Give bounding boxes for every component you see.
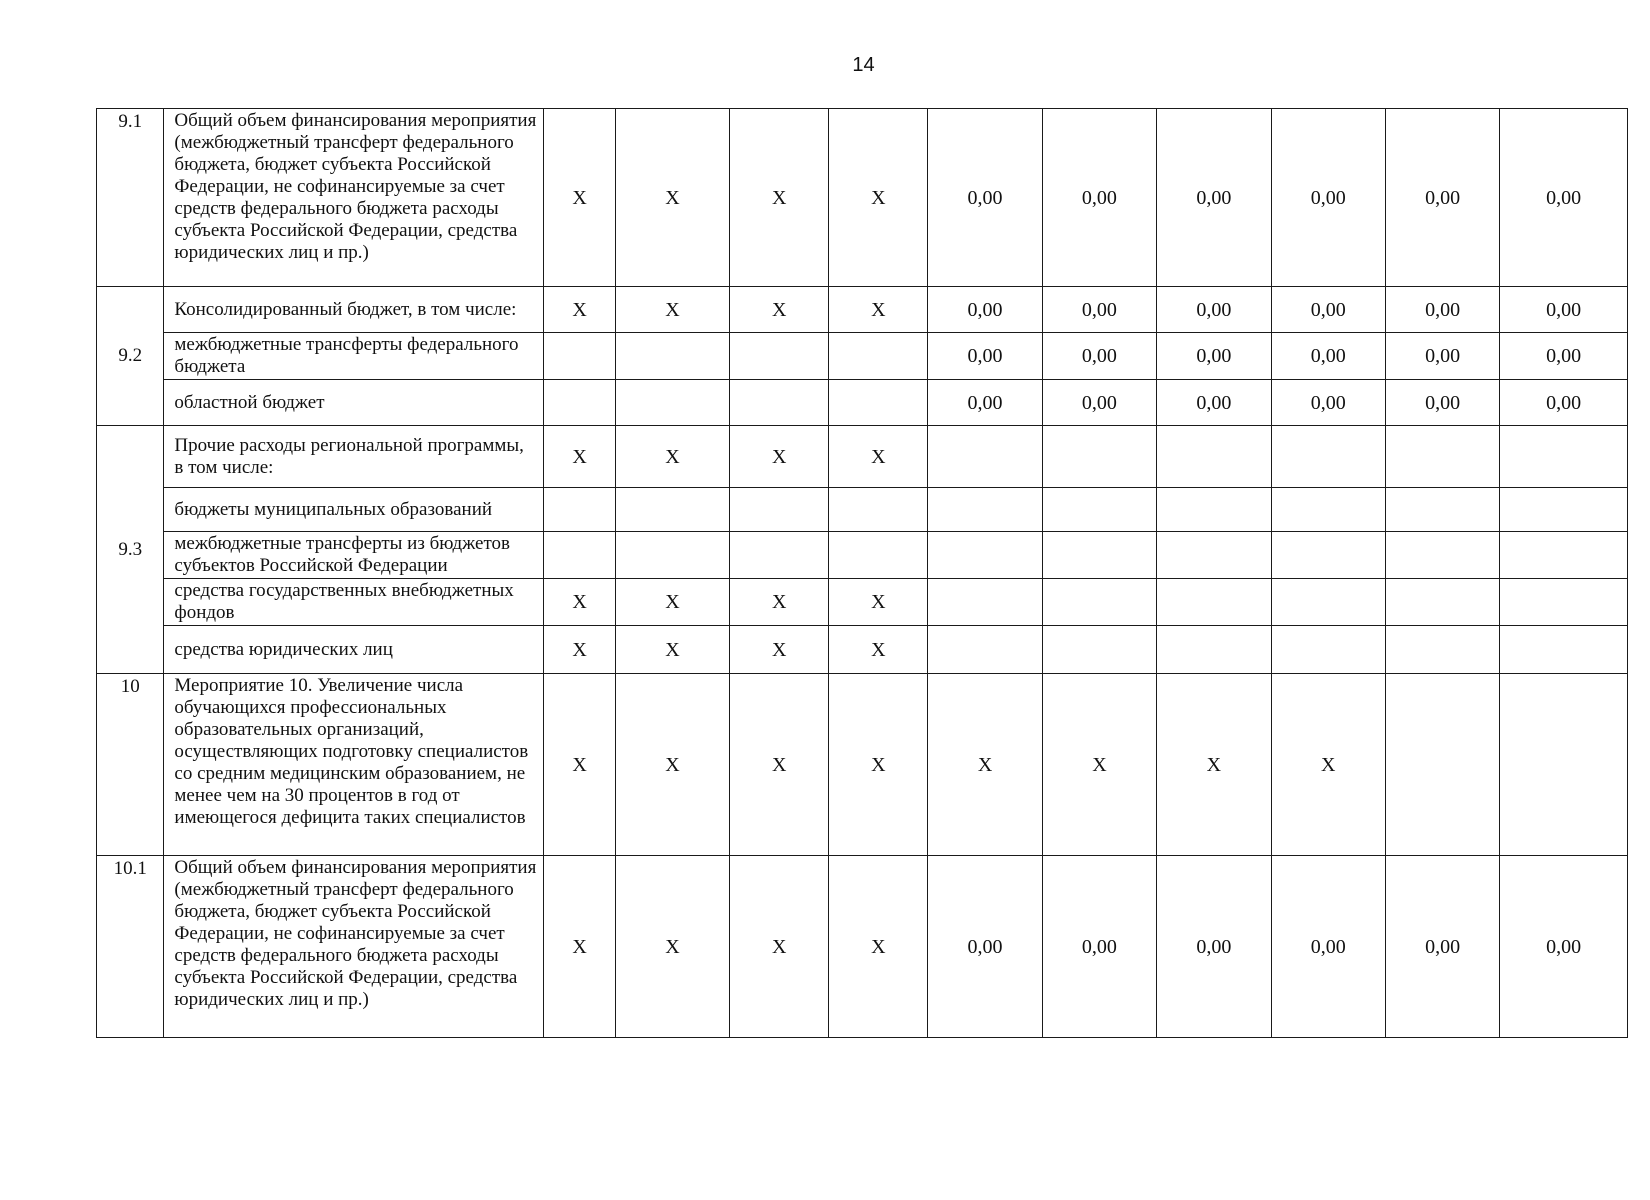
value-cell: 0,00 [1042,856,1156,1038]
value-cell [1385,488,1499,532]
value-cell: 0,00 [928,380,1042,426]
value-cell [615,380,729,426]
description-cell: средства государственных внебюджетных фондов [164,579,544,626]
value-cell [928,426,1042,488]
value-cell: X [615,674,729,856]
value-cell: X [544,674,615,856]
value-cell [1157,579,1271,626]
value-cell [928,626,1042,674]
value-cell: X [730,579,829,626]
value-cell: 0,00 [1271,333,1385,380]
value-cell [730,333,829,380]
table-row [97,333,1628,380]
value-cell: 0,00 [1157,380,1271,426]
description-cell: бюджеты муниципальных образований [164,488,544,532]
value-cell: X [829,426,928,488]
description-cell: средства юридических лиц [164,626,544,674]
value-cell [730,380,829,426]
value-cell [1500,579,1628,626]
value-cell [1042,426,1156,488]
description-cell: Общий объем финансирования мероприятия (межбюджетный трансферт федерального бюджета, бюджет субъекта Российской Федерации, не софинансируемые за счет средств федерального бюджета расходы субъекта Российской Федерации, средства юридических лиц и пр.) [164,856,544,1038]
value-cell: 0,00 [1385,109,1499,287]
description-cell: межбюджетные трансферты из бюджетов субъектов Российской Федерации [164,532,544,579]
value-cell [730,532,829,579]
value-cell [1385,674,1499,856]
value-cell: X [615,579,729,626]
financing-table [96,108,1628,1038]
value-cell: X [829,626,928,674]
value-cell: 0,00 [1500,333,1628,380]
table-row [97,532,1628,579]
value-cell [1157,532,1271,579]
value-cell [1385,532,1499,579]
row-number-cell: 10 [97,674,164,856]
description-cell: Консолидированный бюджет, в том числе: [164,287,544,333]
value-cell [829,488,928,532]
value-cell: X [615,287,729,333]
value-cell: X [829,674,928,856]
value-cell: 0,00 [1385,287,1499,333]
table-row [97,109,1628,287]
table-row [97,674,1628,856]
value-cell: 0,00 [1042,333,1156,380]
value-cell [544,333,615,380]
value-cell: X [544,426,615,488]
value-cell [1500,488,1628,532]
value-cell [615,488,729,532]
value-cell [1500,674,1628,856]
value-cell [1157,488,1271,532]
value-cell [829,380,928,426]
value-cell: 0,00 [1385,380,1499,426]
value-cell [928,579,1042,626]
table-row [97,380,1628,426]
table-row [97,579,1628,626]
value-cell: 0,00 [1042,287,1156,333]
value-cell [1042,626,1156,674]
value-cell: X [1042,674,1156,856]
value-cell: X [730,287,829,333]
value-cell: 0,00 [1500,856,1628,1038]
value-cell: 0,00 [1042,380,1156,426]
table-row [97,488,1628,532]
value-cell [1157,426,1271,488]
value-cell: 0,00 [1157,333,1271,380]
value-cell [1157,626,1271,674]
value-cell: 0,00 [1500,109,1628,287]
value-cell: X [544,626,615,674]
description-cell: межбюджетные трансферты федерального бюджета [164,333,544,380]
row-number-cell: 9.2 [97,287,164,426]
value-cell: 0,00 [1157,109,1271,287]
row-number-cell: 10.1 [97,856,164,1038]
value-cell: 0,00 [928,109,1042,287]
description-cell: областной бюджет [164,380,544,426]
table-row [97,856,1628,1038]
value-cell: 0,00 [928,287,1042,333]
table-row [97,287,1628,333]
value-cell [615,333,729,380]
value-cell: X [928,674,1042,856]
value-cell: X [615,626,729,674]
value-cell: X [829,856,928,1038]
value-cell [829,333,928,380]
value-cell: X [615,426,729,488]
value-cell [1271,626,1385,674]
value-cell [1385,579,1499,626]
description-cell: Общий объем финансирования мероприятия (межбюджетный трансферт федерального бюджета, бюджет субъекта Российской Федерации, не софинансируемые за счет средств федерального бюджета расходы субъекта Российской Федерации, средства юридических лиц и пр.) [164,109,544,287]
value-cell [1385,626,1499,674]
value-cell [730,488,829,532]
value-cell: X [544,109,615,287]
value-cell [829,532,928,579]
value-cell: X [829,109,928,287]
value-cell [544,488,615,532]
value-cell: X [615,109,729,287]
table-row [97,626,1628,674]
value-cell: 0,00 [1500,287,1628,333]
value-cell: X [829,579,928,626]
value-cell [1271,488,1385,532]
page-number: 14 [852,54,875,76]
value-cell [1042,488,1156,532]
value-cell [1271,426,1385,488]
value-cell: 0,00 [1271,856,1385,1038]
value-cell [615,532,729,579]
value-cell: 0,00 [928,333,1042,380]
value-cell: X [730,674,829,856]
description-cell: Мероприятие 10. Увеличение числа обучающихся профессиональных образовательных организаций, осуществляющих подготовку специалистов со средним медицинским образованием, не менее чем на 30 процентов в год от имеющегося дефицита таких специалистов [164,674,544,856]
value-cell: X [544,287,615,333]
value-cell [1385,426,1499,488]
row-number-cell: 9.1 [97,109,164,287]
value-cell: 0,00 [1042,109,1156,287]
value-cell: 0,00 [1271,380,1385,426]
value-cell: 0,00 [1157,287,1271,333]
value-cell: X [730,626,829,674]
value-cell: 0,00 [1271,109,1385,287]
value-cell: X [544,579,615,626]
value-cell: X [1157,674,1271,856]
description-cell: Прочие расходы региональной программы, в том числе: [164,426,544,488]
value-cell [1042,532,1156,579]
value-cell: 0,00 [1385,333,1499,380]
value-cell [1271,532,1385,579]
value-cell: X [1271,674,1385,856]
value-cell: X [615,856,729,1038]
table-row [97,426,1628,488]
value-cell: 0,00 [928,856,1042,1038]
value-cell [1500,626,1628,674]
value-cell: X [730,856,829,1038]
value-cell [544,532,615,579]
value-cell: 0,00 [1271,287,1385,333]
value-cell [928,488,1042,532]
value-cell [1042,579,1156,626]
value-cell [1500,532,1628,579]
value-cell: 0,00 [1385,856,1499,1038]
value-cell: X [829,287,928,333]
value-cell [928,532,1042,579]
value-cell [1500,426,1628,488]
row-number-cell: 9.3 [97,426,164,674]
value-cell: X [730,426,829,488]
value-cell: 0,00 [1157,856,1271,1038]
value-cell: X [730,109,829,287]
value-cell [1271,579,1385,626]
value-cell: X [544,856,615,1038]
value-cell [544,380,615,426]
value-cell: 0,00 [1500,380,1628,426]
